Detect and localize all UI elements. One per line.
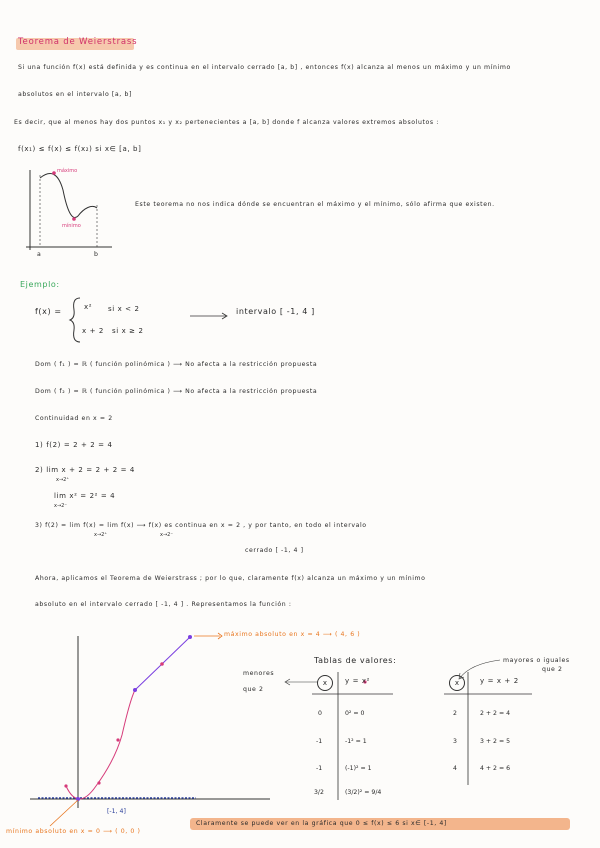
piece2-expr: x + 2 [82,327,104,335]
step-3: 3) f(2) = lim f(x) = lim f(x) ⟶ f(x) es continua en x = 2 , y por tanto, en todo el intervalo [35,522,367,529]
step-3-tail: cerrado [ -1, 4 ] [245,547,304,554]
b-label: b [94,251,98,258]
intro-line-1: Si una función f(x) está definida y es continua en el intervalo cerrado [a, b] , entonces f(x) alcanza al menos un máximo y un mínimo [18,64,511,71]
right-row-3-x: 4 [453,765,457,772]
interval-tag: [-1, 4] [107,808,126,815]
left-note-1: menores [243,670,275,677]
step-3-sub-1: x→2⁺ [94,532,107,538]
example-heading: Ejemplo: [20,280,60,289]
step-2b: lim x² = 2² = 4 [54,492,116,500]
right-row-2-x: 3 [453,738,457,745]
apply-line-2: absoluto en el intervalo cerrado [ -1, 4 ] . Representamos la función : [35,601,292,608]
continuity-heading: Continuidad en x = 2 [35,415,113,422]
piece1-expr: x² [84,303,93,311]
intro-line-3: Es decir, que al menos hay dos puntos x₁ y x₂ pertenecientes a [a, b] donde f alcanza valores extremos absolutos : [14,119,439,126]
interval-text: intervalo [ -1, 4 ] [236,307,315,316]
max-label: máximo [57,168,78,174]
step-2a-sub: x→2⁺ [56,477,69,483]
left-row-4-x: 3/2 [314,789,324,796]
theorem-note: Este teorema no nos indica dónde se encuentran el máximo y el mínimo, sólo afirma que existen. [135,201,495,208]
step-2b-sub: x→2⁻ [54,503,67,509]
step-1: 1) f(2) = 2 + 2 = 4 [35,441,113,449]
right-x-symbol: x [449,675,465,691]
piece1-cond: si x < 2 [108,305,140,313]
left-note-2: que 2 [243,686,264,693]
right-note-2: que 2 [542,666,563,673]
dom-f1: Dom ( f₁ ) = ℝ ( función polinómica ) ⟶ No afecta a la restricción propuesta [35,361,318,368]
left-header: y = x² [345,677,371,685]
right-row-1-x: 2 [453,710,457,717]
intro-line-2: absolutos en el intervalo [a, b] [18,91,132,98]
right-header: y = x + 2 [480,677,519,685]
apply-line-1: Ahora, aplicamos el Teorema de Weierstrass ; por lo que, claramente f(x) alcanza un máximo y un mínimo [35,575,426,582]
right-row-3-y: 4 + 2 = 6 [480,765,511,772]
step-2a: 2) lim x + 2 = 2 + 2 = 4 [35,466,135,474]
left-row-2-x: -1 [316,738,323,745]
intro-formula: f(x₁) ≤ f(x) ≤ f(x₂) si x∈ [a, b] [18,145,142,153]
left-row-2-y: -1² = 1 [345,738,367,745]
fx-label: f(x) = [35,307,62,316]
tables-heading: Tablas de valores: [314,656,397,665]
page-title: Teorema de Weierstrass [18,37,138,47]
min-label: mínimo [62,223,81,229]
left-row-3-x: -1 [316,765,323,772]
piece2-cond: si x ≥ 2 [112,327,144,335]
min-note: mínimo absoluto en x = 0 ⟶ ( 0, 0 ) [6,828,141,835]
dom-f2: Dom ( f₂ ) = ℝ ( función polinómica ) ⟶ No afecta a la restricción propuesta [35,388,318,395]
left-row-3-y: (-1)² = 1 [345,765,372,772]
conclusion: Claramente se puede ver en la gráfica que 0 ≤ f(x) ≤ 6 si x∈ [-1, 4] [196,820,447,827]
right-row-1-y: 2 + 2 = 4 [480,710,511,717]
right-note-1: mayores o iguales [503,657,570,664]
left-row-1-y: 0² = 0 [345,710,365,717]
max-note: máximo absoluto en x = 4 ⟶ ( 4, 6 ) [224,631,361,638]
left-row-1-x: 0 [318,710,322,717]
right-row-2-y: 3 + 2 = 5 [480,738,511,745]
left-row-4-y: (3/2)² = 9/4 [345,789,382,796]
step-3-sub-2: x→2⁻ [160,532,173,538]
left-x-symbol: x [317,675,333,691]
a-label: a [37,251,41,258]
